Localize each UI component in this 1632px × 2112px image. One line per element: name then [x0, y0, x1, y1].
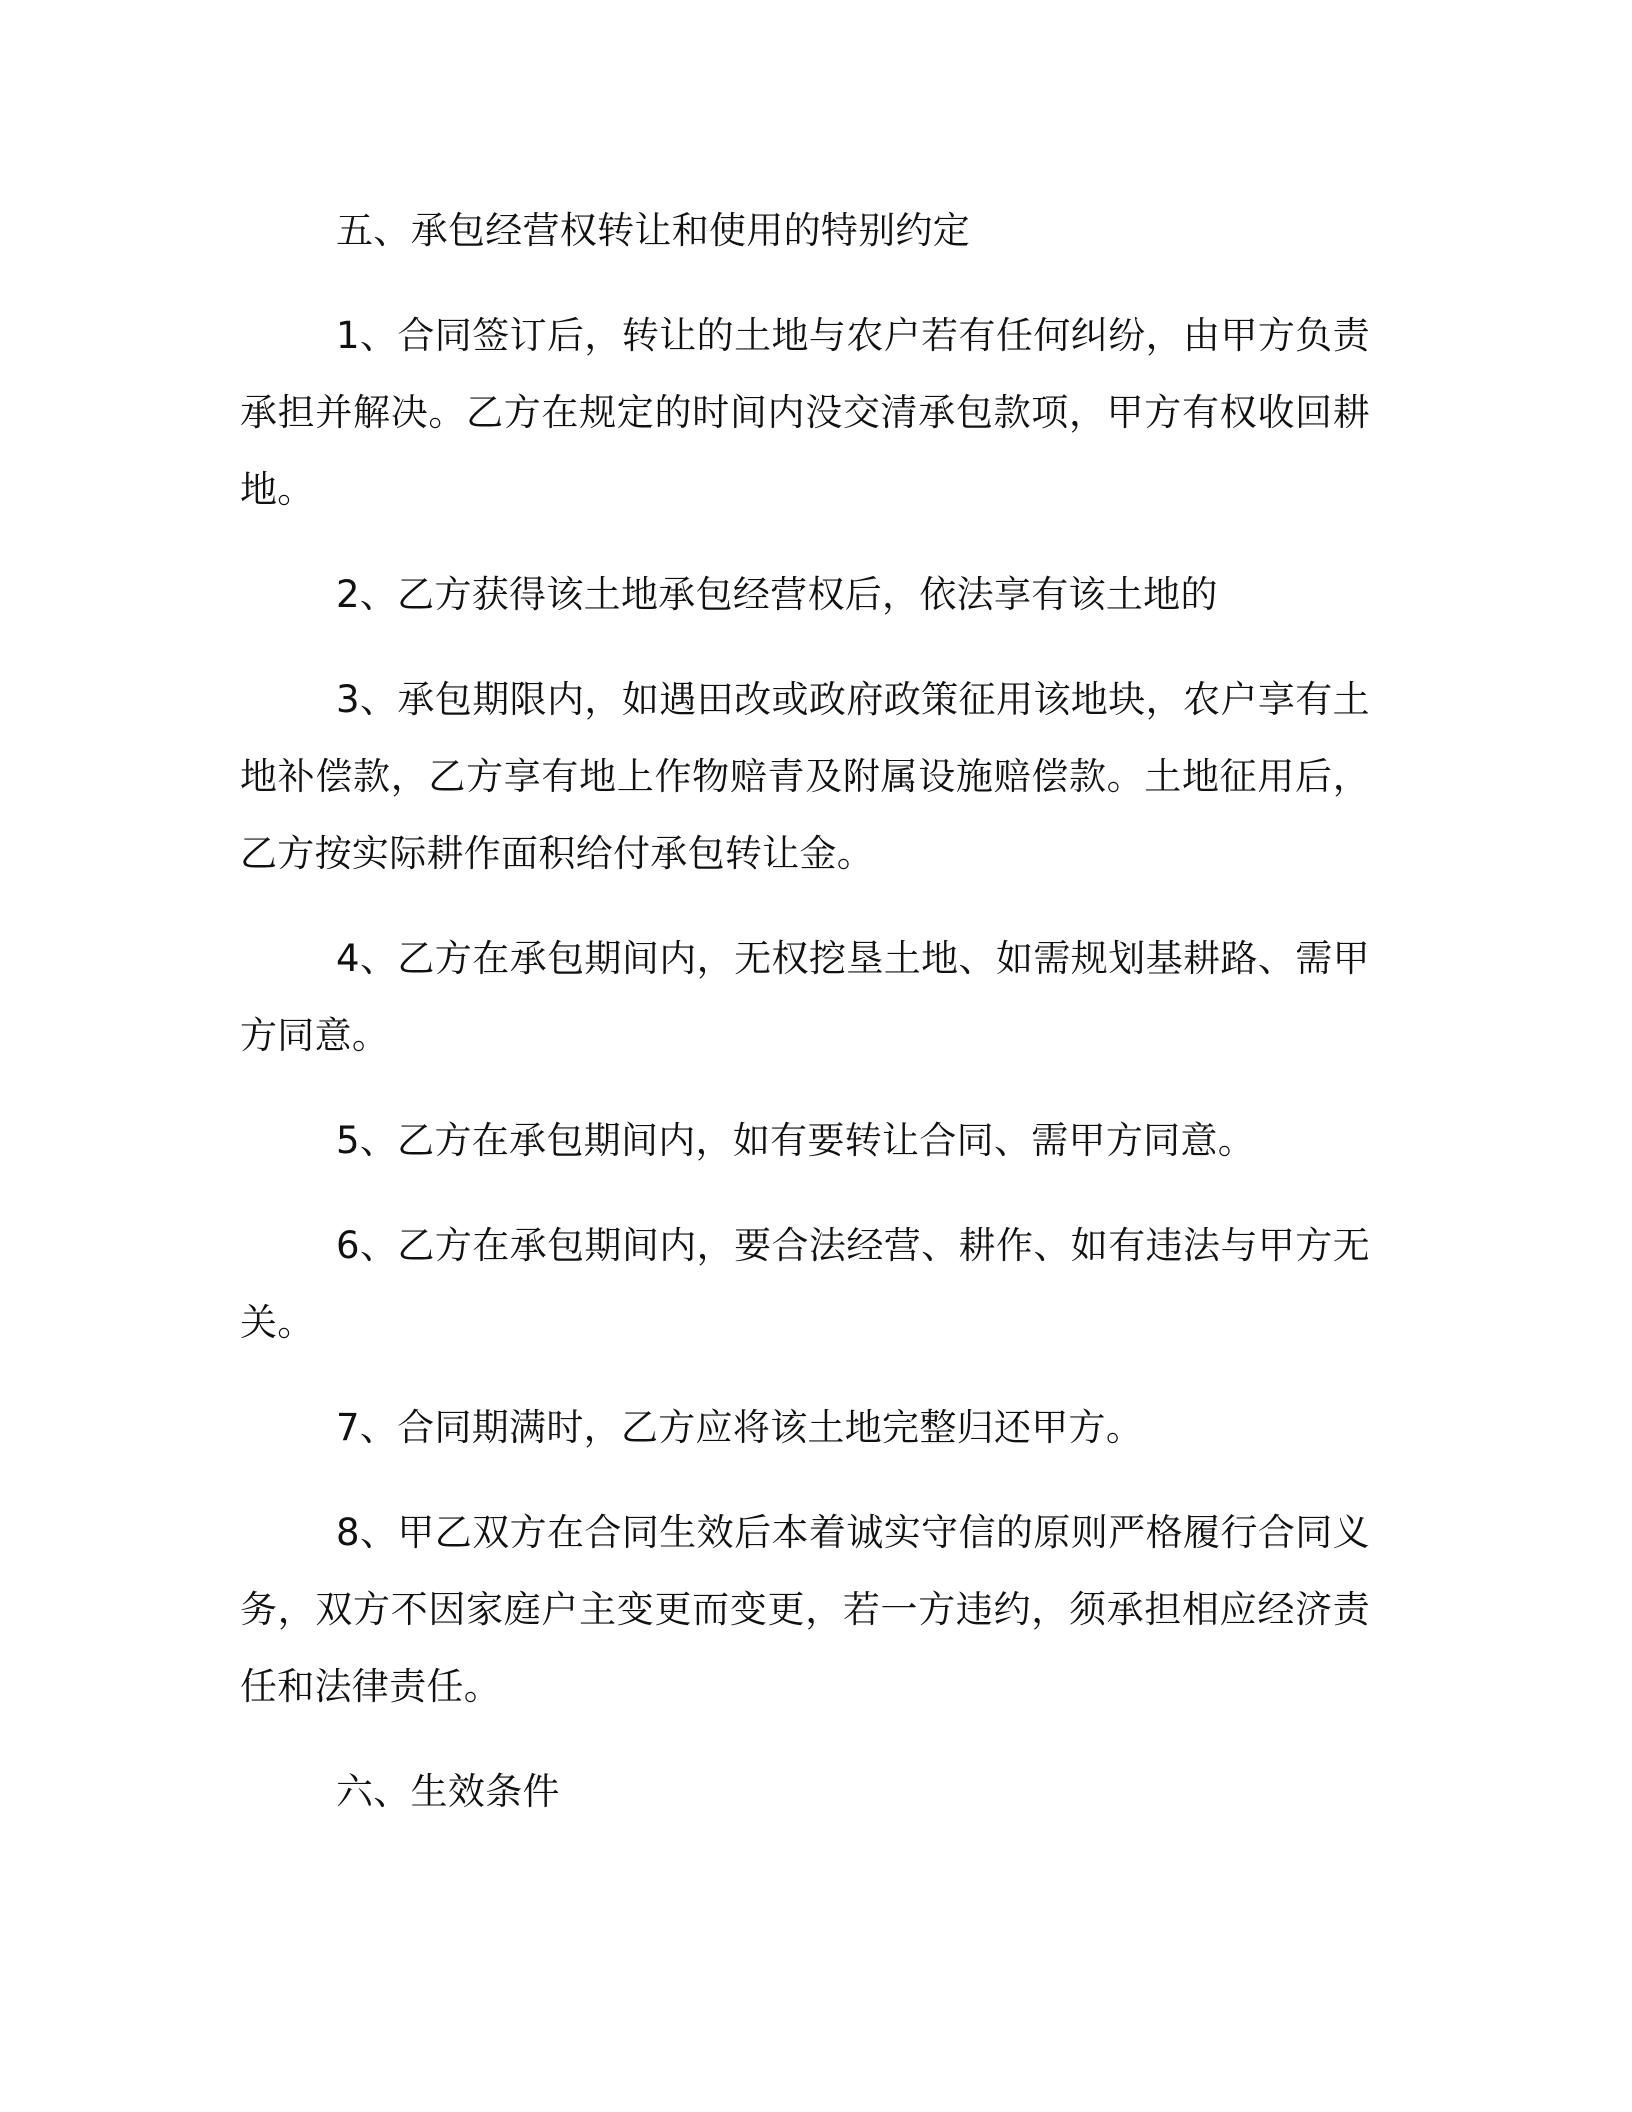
document-body — [240, 192, 1370, 1858]
section-six-heading: 六、生效条件 — [336, 1770, 560, 1813]
clause-7: 7、合同期满时，乙方应将该土地完整归还甲方。 — [336, 1406, 1144, 1449]
section-five-heading: 五、承包经营权转让和使用的特别约定 — [336, 209, 971, 252]
clause-5: 5、乙方在承包期间内，如有要转让合同、需甲方同意。 — [336, 1119, 1256, 1162]
clause-8: 8、甲乙双方在合同生效后本着诚实守信的原则严格履行合同义务，双方不因家庭户主变更而变更，若一方违约，须承担相应经济责任和法律责任。 — [240, 1511, 1370, 1708]
clause-6: 6、乙方在承包期间内，要合法经营、耕作、如有违法与甲方无关。 — [240, 1224, 1370, 1344]
clause-3: 3、承包期限内，如遇田改或政府政策征用该地块，农户享有土地补偿款，乙方享有地上作物赔青及附属设施赔偿款。土地征用后，乙方按实际耕作面积给付承包转让金。 — [240, 678, 1370, 875]
clause-4: 4、乙方在承包期间内，无权挖垦土地、如需规划基耕路、需甲方同意。 — [240, 937, 1370, 1057]
clause-1: 1、合同签订后，转让的土地与农户若有任何纠纷，由甲方负责承担并解决。乙方在规定的时间内没交清承包款项，甲方有权收回耕地。 — [240, 314, 1370, 511]
clause-2: 2、乙方获得该土地承包经营权后，依法享有该土地的 — [336, 573, 1218, 616]
